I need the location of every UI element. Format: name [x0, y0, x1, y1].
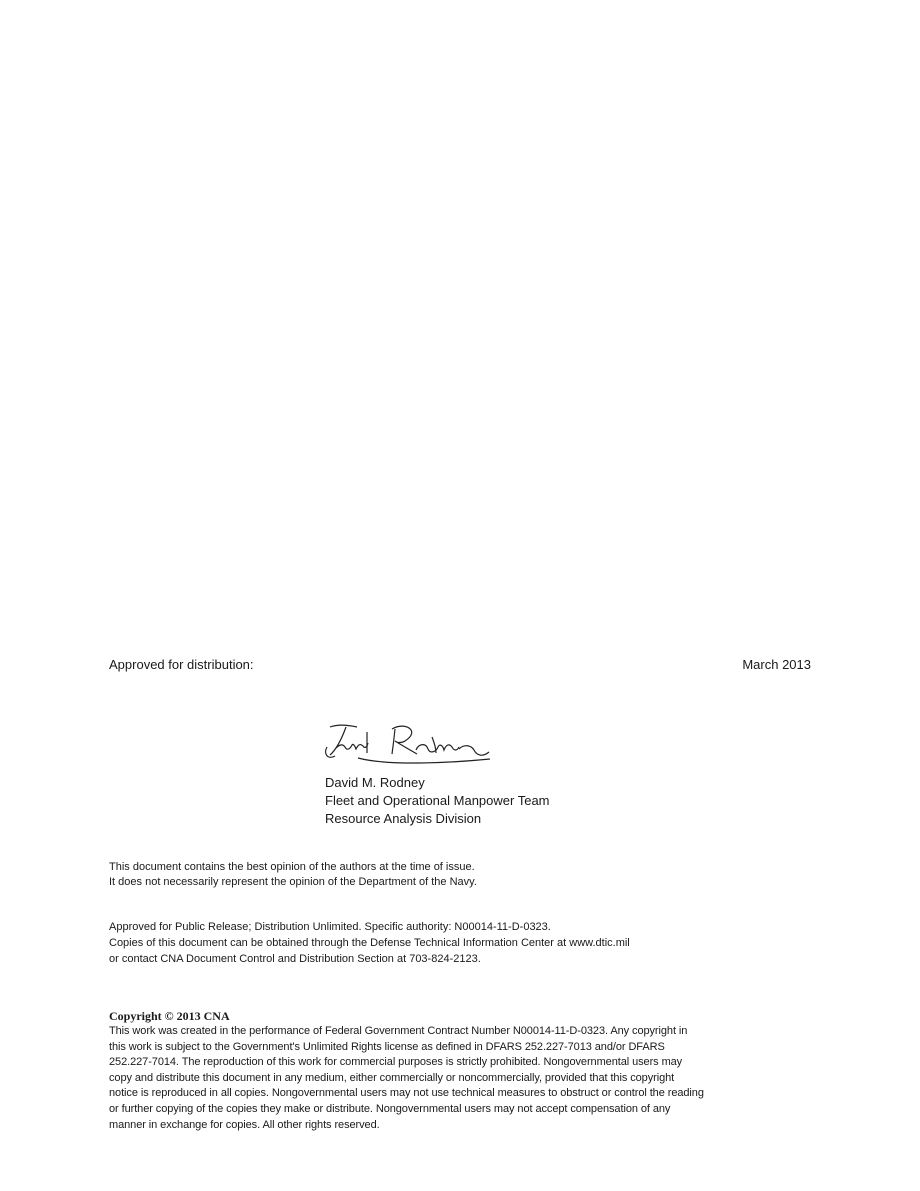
signer-name: David M. Rodney — [325, 775, 425, 790]
signature-image — [318, 712, 498, 774]
disclaimer — [109, 860, 477, 890]
copyright-line: copy and distribute this document in any medium, either commercially or noncommercially, provided that this copyright — [109, 1071, 675, 1084]
copyright-line: or further copying of the copies they make or distribute. Nongovernmental users may not accept compensation of any — [109, 1102, 671, 1115]
release-line-2: Copies of this document can be obtained through the Defense Technical Information Center at www.dtic.mil — [109, 937, 630, 949]
copyright-heading: Copyright © 2013 CNA — [109, 1009, 230, 1023]
release-line-3: or contact CNA Document Control and Distribution Section at 703-824-2123. — [109, 953, 481, 965]
copyright-line: This work was created in the performance of Federal Government Contract Number N00014-11-D-0323. Any copyright in — [109, 1025, 688, 1037]
copyright-line: manner in exchange for copies. All other rights reserved. — [109, 1118, 380, 1131]
approval-label: Approved for distribution: — [109, 657, 254, 672]
disclaimer-line-2: It does not necessarily represent the opinion of the Department of the Navy. — [109, 876, 477, 888]
release-line-1: Approved for Public Release; Distribution Unlimited. Specific authority: N00014-11-D-0323. — [109, 921, 551, 933]
copyright-line: 252.227-7014. The reproduction of this work for commercial purposes is strictly prohibited. Nongovernmental users may — [109, 1056, 683, 1069]
copyright-line: notice is reproduced in all copies. Nongovernmental users may not use technical measures to obstruct or control the reading — [109, 1087, 704, 1100]
approval-date: March 2013 — [742, 657, 811, 672]
copyright-body — [109, 1024, 824, 1133]
signer-team: Fleet and Operational Manpower Team — [325, 793, 550, 808]
release-notice — [109, 919, 630, 967]
disclaimer-line-1: This document contains the best opinion of the authors at the time of issue. — [109, 861, 475, 873]
signer-division: Resource Analysis Division — [325, 811, 482, 826]
signer-block — [325, 774, 550, 828]
copyright-line: this work is subject to the Government's Unlimited Rights license as defined in DFARS 252.227-7013 and/or DFARS — [109, 1040, 665, 1053]
